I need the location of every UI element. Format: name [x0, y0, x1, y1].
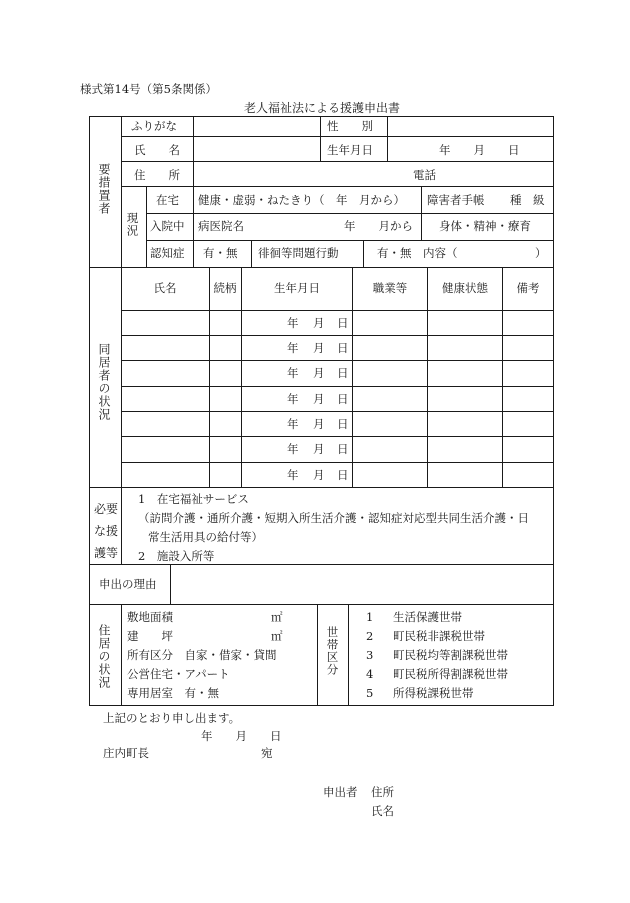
col-header-relation: 続柄 — [213, 281, 237, 295]
status-label: 現況 — [125, 212, 140, 237]
date-month: 月 — [313, 468, 325, 482]
class-item-label: 生活保護世帯 — [393, 610, 462, 624]
date-day: 日 — [337, 392, 349, 406]
date-year: 年 — [287, 392, 299, 406]
site-area-label: 敷地面積 — [127, 610, 173, 624]
applicant-address-label: 住所 — [371, 785, 394, 799]
assistance-section-label: 必要な援護等 — [93, 502, 118, 560]
date-year: 年 — [287, 442, 299, 456]
submission-date: 年 月 日 — [201, 729, 282, 743]
dementia-label: 認知症 — [150, 246, 185, 260]
class-item-label: 町民税非課税世帯 — [393, 629, 485, 643]
date-year: 年 — [287, 468, 299, 482]
home-label: 在宅 — [156, 193, 179, 207]
wandering-close-paren: ） — [535, 246, 547, 260]
birthdate-value: 年 月 日 — [439, 143, 520, 157]
class-item-number: 2 — [366, 629, 374, 643]
reason-label: 申出の理由 — [99, 577, 157, 591]
hospital-name-label: 病医院名 — [198, 219, 244, 233]
document-title: 老人福祉法による援護申出書 — [243, 101, 401, 115]
date-year: 年 — [287, 341, 299, 355]
col-header-remarks: 備考 — [516, 281, 540, 295]
phone-label: 電話 — [413, 168, 436, 182]
class-item-number: 1 — [366, 610, 374, 624]
date-day: 日 — [337, 442, 349, 456]
name-label: 氏 名 — [134, 143, 180, 157]
class-item-number: 5 — [366, 686, 374, 700]
date-year: 年 — [287, 417, 299, 431]
disability-book-label: 障害者手帳 — [427, 193, 485, 207]
hospital-since: 年 月から — [344, 219, 413, 233]
disability-grade-label: 種 級 — [510, 193, 545, 207]
date-year: 年 — [287, 366, 299, 380]
class-item-number: 4 — [366, 667, 374, 681]
date-day: 日 — [337, 468, 349, 482]
date-day: 日 — [337, 316, 349, 330]
honorific: 宛 — [261, 746, 273, 760]
date-month: 月 — [313, 392, 325, 406]
date-month: 月 — [313, 366, 325, 380]
col-header-birthdate: 生年月日 — [274, 281, 320, 295]
floor-area-unit: ㎡ — [271, 629, 283, 643]
addressee: 庄内町長 — [103, 746, 149, 760]
residence-section-label: 住居の状況 — [97, 624, 111, 689]
disability-types: 身体・精神・療育 — [439, 219, 531, 233]
wandering-label: 徘徊等問題行動 — [258, 246, 339, 260]
class-item-label: 町民税所得割課税世帯 — [393, 667, 508, 681]
assistance-line-3: 常生活用具の給付等） — [148, 530, 263, 544]
gender-label: 性 別 — [327, 119, 373, 133]
date-day: 日 — [337, 417, 349, 431]
col-header-health: 健康状態 — [442, 281, 488, 295]
wandering-value: 有・無 内容（ — [377, 246, 458, 260]
household-section-label: 同居者の状況 — [97, 343, 111, 421]
col-header-name: 氏名 — [153, 281, 177, 295]
applicant-label: 申出者 — [323, 785, 358, 799]
assistance-line-1: 1 在宅福祉サービス — [138, 492, 249, 506]
home-condition: 健康・虚弱・ねたきり（ 年 月から） — [198, 193, 405, 207]
class-item-label: 所得税課税世帯 — [393, 686, 474, 700]
date-year: 年 — [287, 316, 299, 330]
date-day: 日 — [337, 341, 349, 355]
date-month: 月 — [313, 341, 325, 355]
assistance-line-4: 2 施設入所等 — [138, 549, 215, 563]
hospital-label: 入院中 — [150, 219, 185, 233]
birthdate-label: 生年月日 — [327, 143, 373, 157]
ownership-label: 所有区分 自家・借家・貸間 — [127, 648, 277, 662]
public-housing-label: 公営住宅・アパート — [127, 667, 230, 681]
dementia-value: 有・無 — [203, 246, 238, 260]
household-class-label: 世帯区分 — [325, 626, 340, 676]
date-month: 月 — [313, 316, 325, 330]
col-header-occupation: 職業等 — [372, 281, 408, 295]
applicant-section-label: 要措置者 — [97, 163, 111, 215]
class-item-number: 3 — [366, 648, 374, 662]
statement: 上記のとおり申し出ます。 — [103, 711, 241, 725]
furigana-label: ふりがな — [131, 119, 177, 133]
class-item-label: 町民税均等割課税世帯 — [393, 648, 508, 662]
date-day: 日 — [337, 366, 349, 380]
form-number: 様式第14号（第5条関係） — [80, 82, 217, 96]
applicant-name-label: 氏名 — [371, 804, 394, 818]
floor-area-label: 建 坪 — [127, 629, 173, 643]
site-area-unit: ㎡ — [271, 610, 283, 624]
date-month: 月 — [313, 417, 325, 431]
date-month: 月 — [313, 442, 325, 456]
private-room-label: 専用居室 有・無 — [127, 686, 219, 700]
assistance-line-2: （訪問介護・通所介護・短期入所生活介護・認知症対応型共同生活介護・日 — [138, 511, 529, 525]
address-label: 住 所 — [134, 168, 180, 182]
